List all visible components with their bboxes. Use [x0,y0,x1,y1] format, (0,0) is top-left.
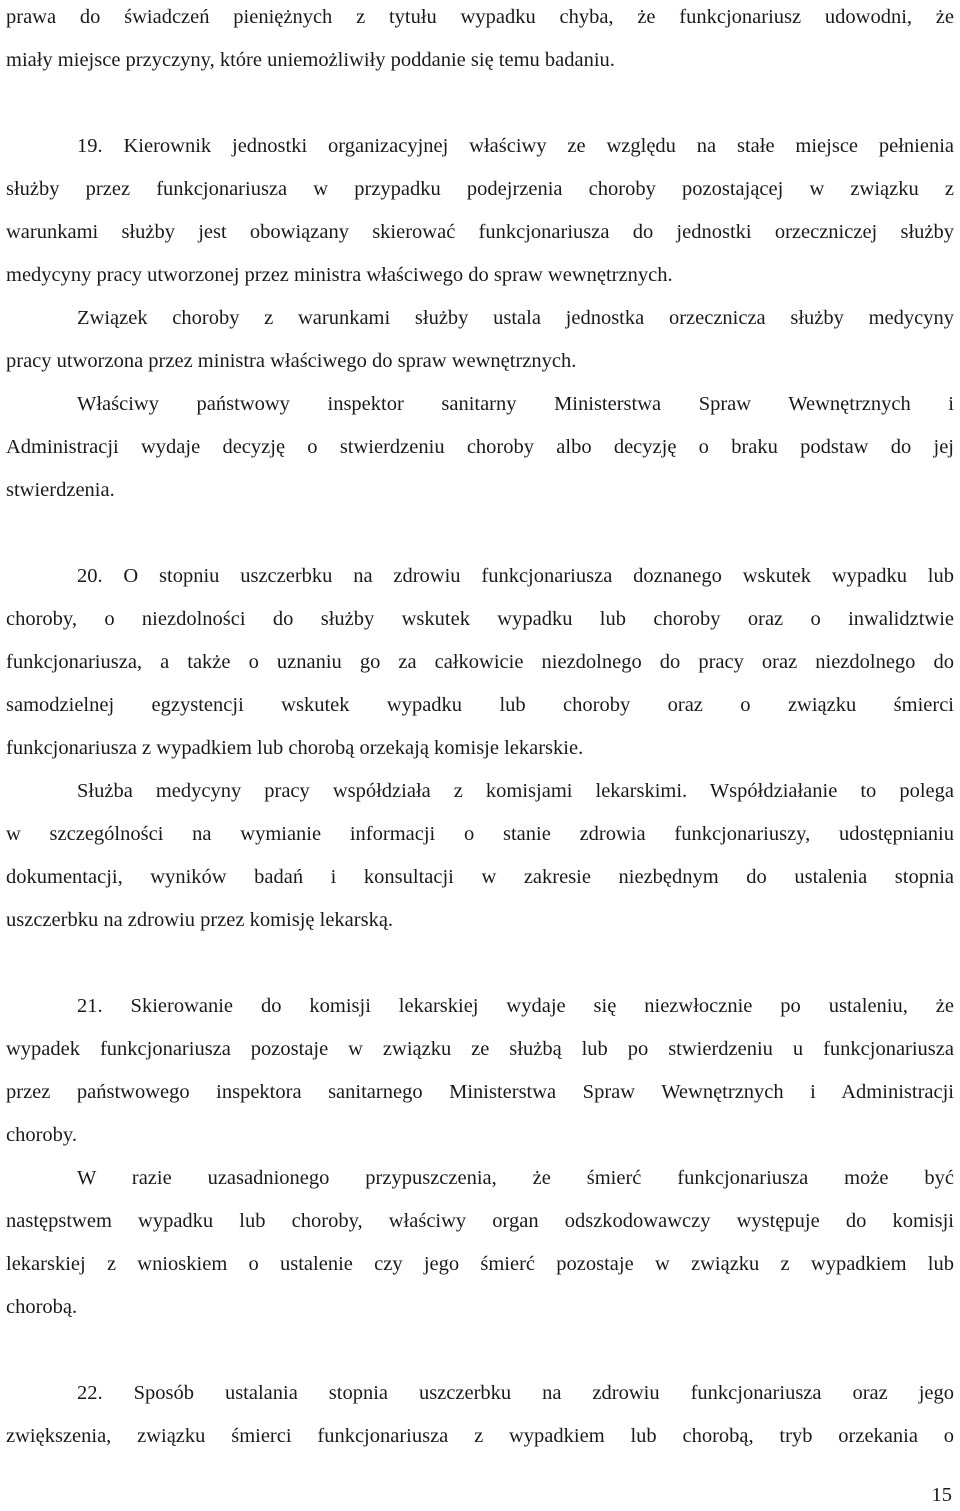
page-number: 15 [931,1484,952,1506]
text-line: choroby, o niezdolności do służby wskutek wypadku lub choroby oraz o inwalidztwie [6,608,954,630]
text-line: Służba medycyny pracy współdziała z komisjami lekarskimi. Współdziałanie to polega [77,780,954,802]
text-line: samodzielnej egzystencji wskutek wypadku lub choroby oraz o związku śmierci [6,694,954,716]
text-line: stwierdzenia. [6,479,115,501]
text-line: uszczerbku na zdrowiu przez komisję lekarską. [6,909,394,931]
text-line: funkcjonariusza, a także o uznaniu go za całkowicie niezdolnego do pracy oraz niezdolnego do [6,651,954,673]
section-22-first-line: 22. Sposób ustalania stopnia uszczerbku na zdrowiu funkcjonariusza oraz jego [77,1382,954,1404]
text-line: miały miejsce przyczyny, które uniemożliwiły poddanie się temu badaniu. [6,49,615,71]
text-line: funkcjonariusza z wypadkiem lub chorobą orzekają komisje lekarskie. [6,737,584,759]
text-line: przez państwowego inspektora sanitarnego Ministerstwa Spraw Wewnętrznych i Administracji [6,1081,954,1103]
paragraph-gap [6,942,954,985]
section-19-first-line: 19. Kierownik jednostki organizacyjnej właściwy ze względu na stałe miejsce pełnienia [77,135,954,157]
text-line: W razie uzasadnionego przypuszczenia, że śmierć funkcjonariusza może być [77,1167,954,1189]
text-line: prawa do świadczeń pieniężnych z tytułu wypadku chyba, że funkcjonariusz udowodni, że [6,6,954,28]
paragraph-gap [6,512,954,555]
text-line: w szczególności na wymianie informacji o stanie zdrowia funkcjonariuszy, udostępnianiu [6,823,954,845]
section-21-first-line: 21. Skierowanie do komisji lekarskiej wydaje się niezwłocznie po ustaleniu, że [77,995,954,1017]
text-line: chorobą. [6,1296,78,1318]
paragraph-gap [6,82,954,125]
text-line: Administracji wydaje decyzję o stwierdzeniu choroby albo decyzję o braku podstaw do jej [6,436,954,458]
text-line: pracy utworzona przez ministra właściwego do spraw wewnętrznych. [6,350,577,372]
text-line: Związek choroby z warunkami służby ustala jednostka orzecznicza służby medycyny [77,307,954,329]
section-20-first-line: 20. O stopniu uszczerbku na zdrowiu funkcjonariusza doznanego wskutek wypadku lub [77,565,954,587]
text-line: następstwem wypadku lub choroby, właściwy organ odszkodowawczy występuje do komisji [6,1210,954,1232]
text-line: Właściwy państwowy inspektor sanitarny Ministerstwa Spraw Wewnętrznych i [77,393,954,415]
document-page [6,0,954,1458]
text-line: lekarskiej z wnioskiem o ustalenie czy jego śmierć pozostaje w związku z wypadkiem lub [6,1253,954,1275]
text-line: zwiększenia, związku śmierci funkcjonariusza z wypadkiem lub chorobą, tryb orzekania o [6,1425,954,1447]
text-line: warunkami służby jest obowiązany skierować funkcjonariusza do jednostki orzeczniczej służby [6,221,954,243]
text-line: wypadek funkcjonariusza pozostaje w związku ze służbą lub po stwierdzeniu u funkcjonariusza [6,1038,954,1060]
text-line: dokumentacji, wyników badań i konsultacji w zakresie niezbędnym do ustalenia stopnia [6,866,954,888]
text-line: służby przez funkcjonariusza w przypadku podejrzenia choroby pozostającej w związku z [6,178,954,200]
text-line: choroby. [6,1124,77,1146]
text-line: medycyny pracy utworzonej przez ministra właściwego do spraw wewnętrznych. [6,264,673,286]
paragraph-gap [6,1329,954,1372]
